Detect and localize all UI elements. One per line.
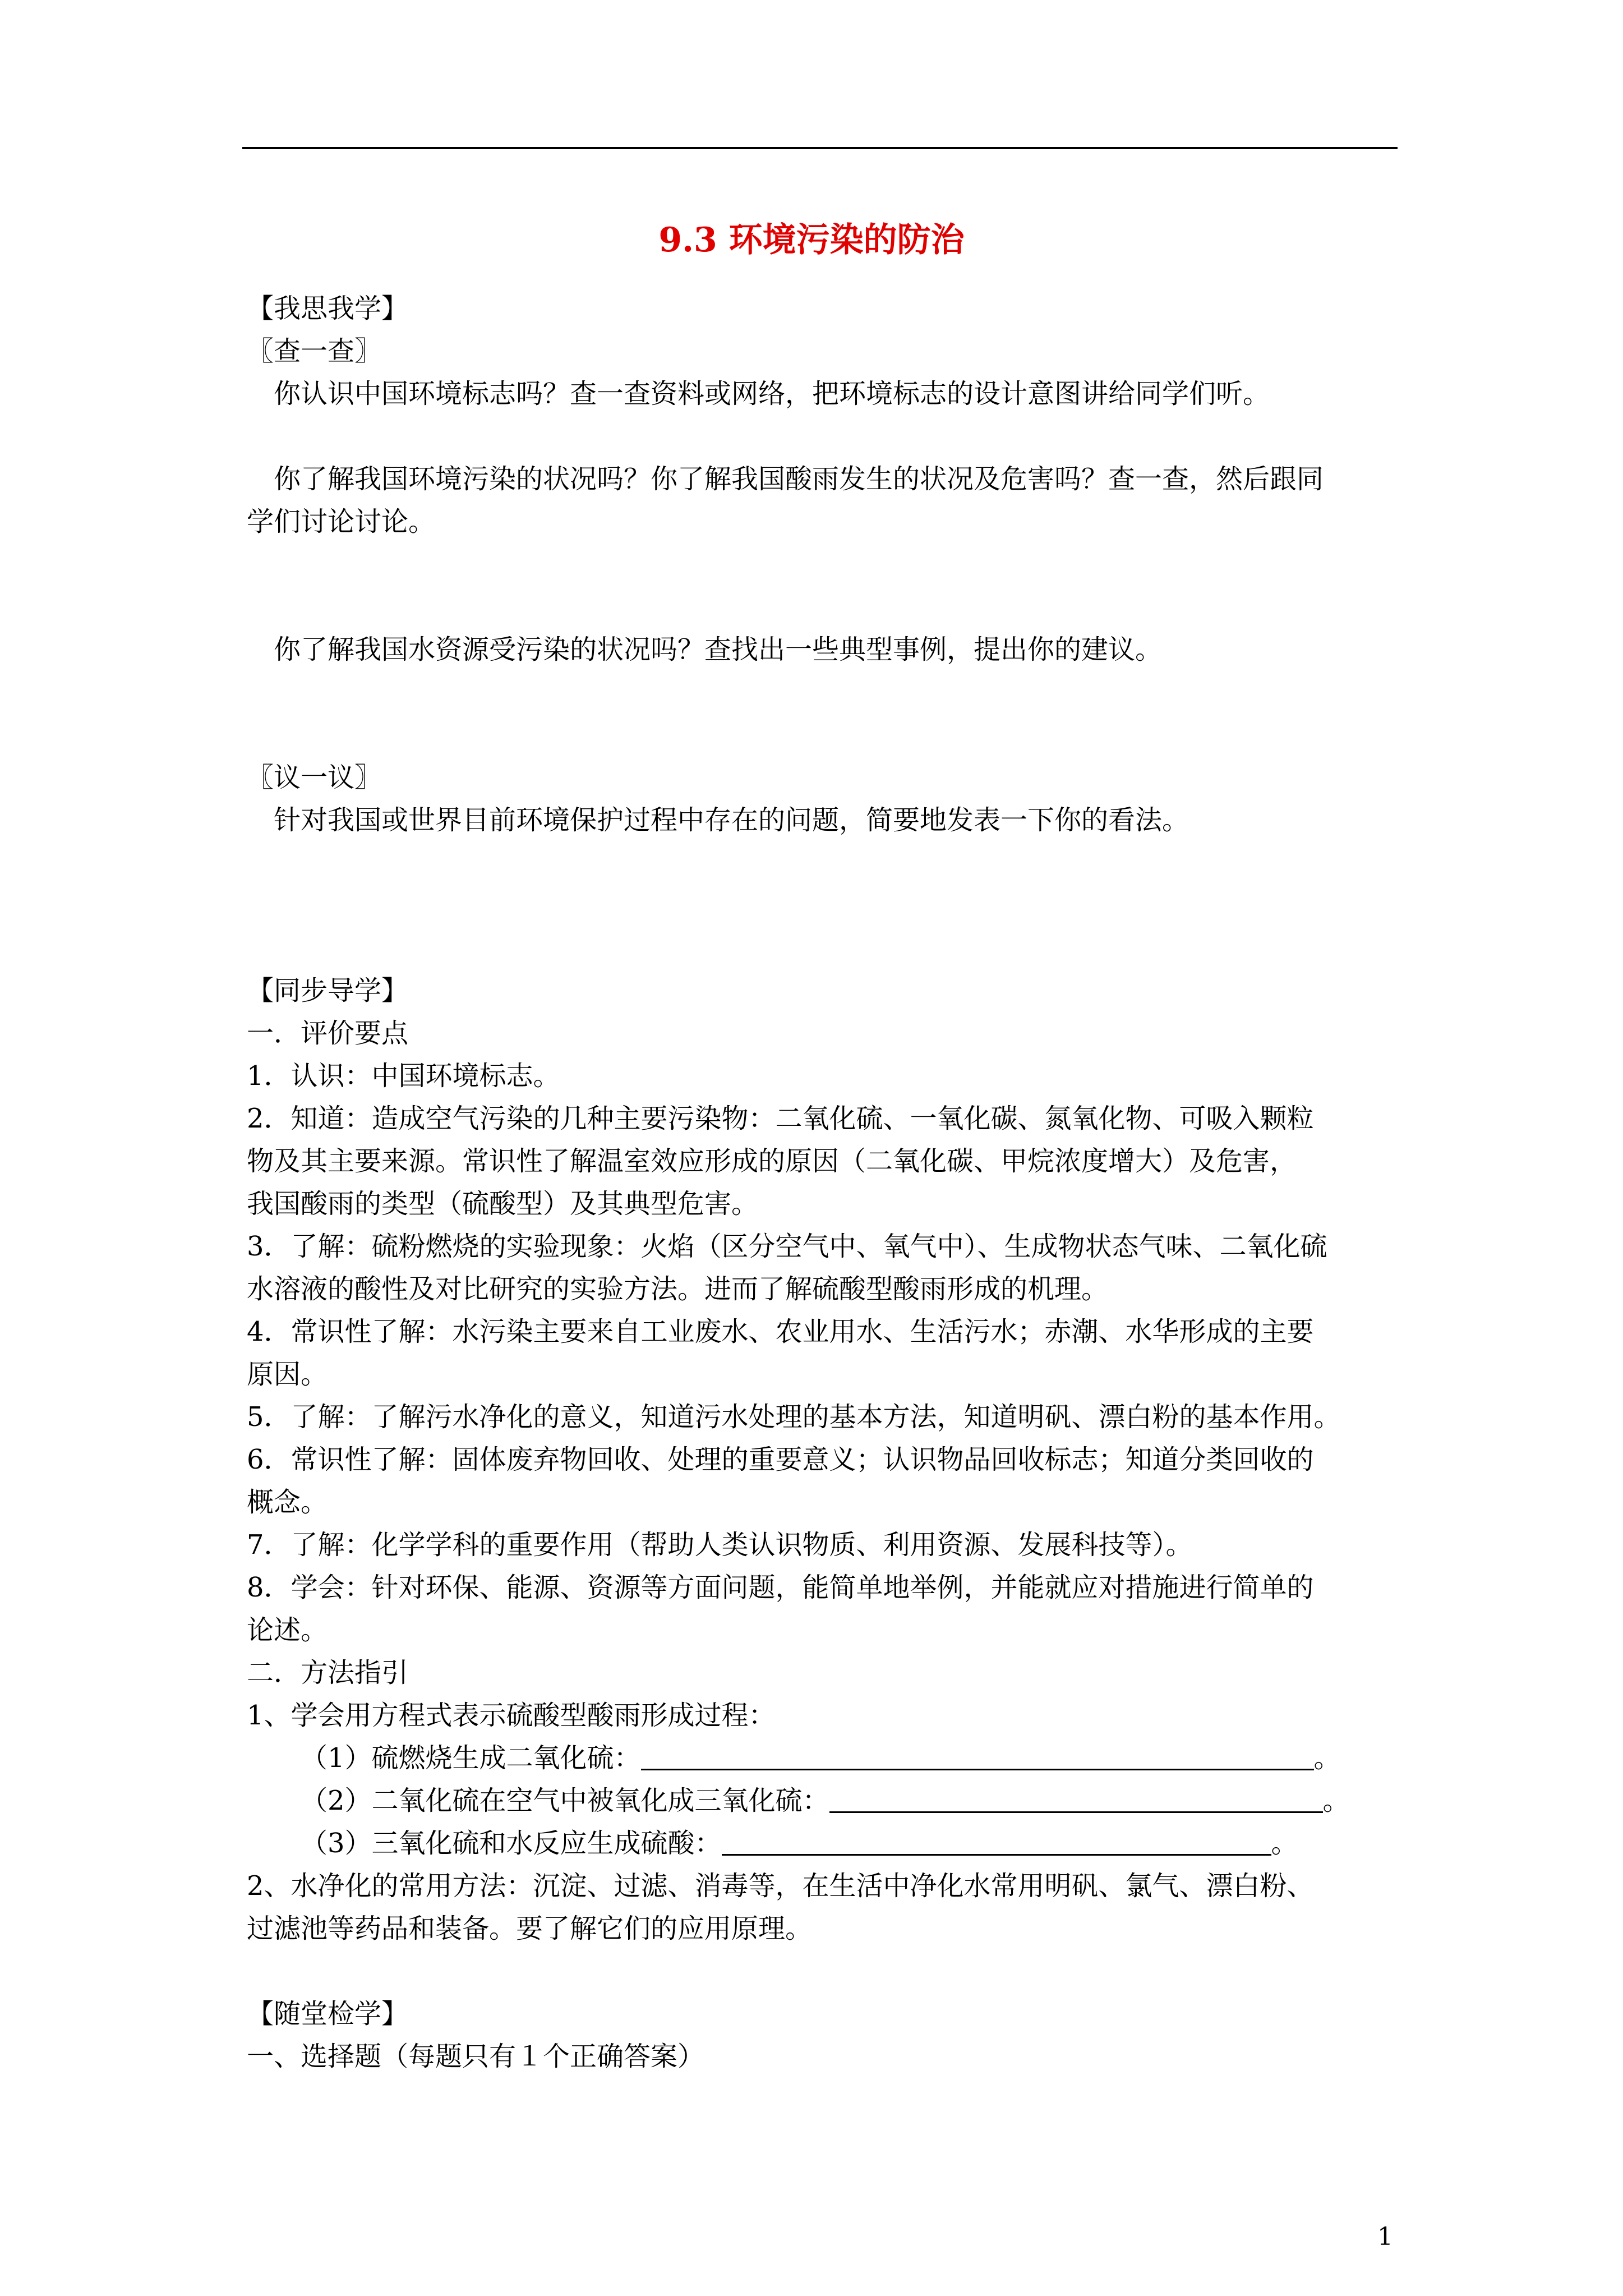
point-6-line-2: 概念。 (247, 1487, 328, 1518)
section-header-check: 【随堂检学】 (247, 1998, 409, 2030)
question-2-line-1: 你了解我国环境污染的状况吗？你了解我国酸雨发生的状况及危害吗？查一查，然后跟同 (274, 463, 1324, 495)
point-4-line-1: 4．常识性了解：水污染主要来自工业废水、农业用水、生活污水；赤潮、水华形成的主要 (247, 1316, 1314, 1347)
step-3-label: （3）三氧化硫和水反应生成硫酸： (301, 1828, 722, 1859)
step-1-label: （1）硫燃烧生成二氧化硫： (301, 1742, 641, 1774)
answer-blank-3[interactable] (722, 1829, 1271, 1856)
point-6-line-1: 6．常识性了解：固体废弃物回收、处理的重要意义；认识物品回收标志；知道分类回收的 (247, 1444, 1314, 1475)
subheader-method: 二．方法指引 (247, 1657, 409, 1688)
point-2-line-3: 我国酸雨的类型（硫酸型）及其典型危害。 (247, 1188, 759, 1220)
point-2-line-1: 2．知道：造成空气污染的几种主要污染物：二氧化硫、一氧化碳、氮氧化物、可吸入颗粒 (247, 1103, 1314, 1134)
point-5: 5．了解：了解污水净化的意义，知道污水处理的基本方法，知道明矾、漂白粉的基本作用。 (247, 1401, 1341, 1433)
point-3-line-2: 水溶液的酸性及对比研究的实验方法。进而了解硫酸型酸雨形成的机理。 (247, 1273, 1109, 1305)
question-1: 你认识中国环境标志吗？查一查资料或网络，把环境标志的设计意图讲给同学们听。 (274, 378, 1270, 409)
document-body (247, 287, 1402, 2078)
point-2-line-2: 物及其主要来源。常识性了解温室效应形成的原因（二氧化碳、甲烷浓度增大）及危害， (247, 1145, 1297, 1177)
method-1-step-3: （3）三氧化硫和水反应生成硫酸： 。 (301, 1828, 1298, 1859)
method-1-step-2: （2）二氧化硫在空气中被氧化成三氧化硫： 。 (301, 1785, 1350, 1816)
method-2-line-2: 过滤池等药品和装备。要了解它们的应用原理。 (247, 1913, 813, 1944)
method-1-step-1: （1）硫燃烧生成二氧化硫： 。 (301, 1742, 1341, 1774)
section-header-guide: 【同步导学】 (247, 975, 409, 1006)
point-4-line-2: 原因。 (247, 1359, 328, 1390)
point-8-line-1: 8．学会：针对环保、能源、资源等方面问题，能简单地举例，并能就应对措施进行简单的 (247, 1572, 1314, 1603)
section-header-reflect: 【我思我学】 (247, 293, 409, 324)
subheader-key-points: 一．评价要点 (247, 1018, 409, 1049)
subheader-check: 〖查一查〗 (247, 335, 382, 367)
answer-blank-2[interactable] (829, 1787, 1323, 1813)
point-1: 1．认识：中国环境标志。 (247, 1060, 560, 1092)
question-4: 针对我国或世界目前环境保护过程中存在的问题，简要地发表一下你的看法。 (274, 804, 1189, 836)
header-rule (242, 147, 1398, 149)
subheader-discuss: 〖议一议〗 (247, 762, 382, 793)
point-8-line-2: 论述。 (247, 1614, 328, 1646)
question-2-line-2: 学们讨论讨论。 (247, 506, 436, 537)
step-2-label: （2）二氧化硫在空气中被氧化成三氧化硫： (301, 1785, 829, 1816)
subheader-multiple-choice: 一、选择题（每题只有１个正确答案） (247, 2041, 705, 2072)
method-2-line-1: 2、水净化的常用方法：沉淀、过滤、消毒等，在生活中净化水常用明矾、氯气、漂白粉、 (247, 1870, 1314, 1902)
answer-blank-1[interactable] (641, 1744, 1314, 1770)
point-3-line-1: 3．了解：硫粉燃烧的实验现象：火焰（区分空气中、氧气中）、生成物状态气味、二氧化硫 (247, 1231, 1327, 1262)
point-7: 7．了解：化学学科的重要作用（帮助人类认识物质、利用资源、发展科技等）。 (247, 1529, 1193, 1561)
method-1: 1、学会用方程式表示硫酸型酸雨形成过程： (247, 1700, 776, 1731)
page-number: 1 (1377, 2223, 1393, 2251)
page-title: 9.3 环境污染的防治 (658, 220, 965, 260)
question-3: 你了解我国水资源受污染的状况吗？查找出一些典型事例，提出你的建议。 (274, 634, 1163, 665)
